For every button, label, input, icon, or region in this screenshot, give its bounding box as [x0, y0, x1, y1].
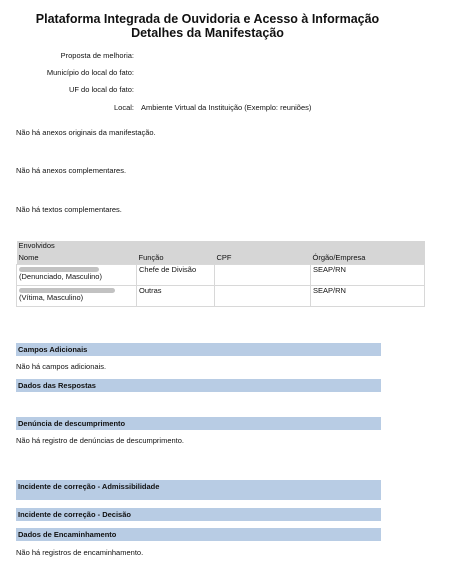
- note-denuncia: Não há registro de denúncias de descumprimento.: [16, 436, 185, 445]
- section-campos-adicionais: Campos Adicionais: [16, 343, 381, 356]
- column-header-funcao: Função: [137, 253, 215, 265]
- section-denuncia: Denúncia de descumprimento: [16, 417, 381, 430]
- field-value-local: Ambiente Virtual da Instituição (Exemplo: reuniões): [141, 103, 312, 112]
- cell-nome: [17, 265, 137, 286]
- redacted-name: [19, 267, 99, 272]
- column-header-orgao: Órgão/Empresa: [311, 253, 425, 265]
- cell-orgao: SEAP/RN: [311, 286, 425, 307]
- column-header-nome: Nome: [17, 253, 137, 265]
- cell-cpf: [215, 265, 311, 286]
- note-dados-encaminhamento: Não há registros de encaminhamento.: [16, 548, 144, 557]
- cell-role: (Vítima, Masculino): [19, 293, 84, 302]
- field-label-local: Local:: [113, 103, 134, 112]
- redacted-name: [19, 288, 115, 293]
- cell-cpf: [215, 286, 311, 307]
- section-incidente-admissibilidade: Incidente de correção - Admissibilidade: [16, 480, 381, 500]
- note-anexos-complementares: Não há anexos complementares.: [16, 166, 127, 175]
- note-campos-adicionais: Não há campos adicionais.: [16, 362, 107, 371]
- note-anexos-originais: Não há anexos originais da manifestação.: [16, 128, 156, 137]
- envolvidos-title: Envolvidos: [17, 241, 425, 253]
- envolvidos-table: [16, 241, 425, 307]
- page-title: Plataforma Integrada de Ouvidoria e Acesso à Informação: [35, 12, 380, 26]
- cell-funcao: Outras: [137, 286, 215, 307]
- field-label-proposta: Proposta de melhoria:: [60, 51, 134, 60]
- section-dados-encaminhamento: Dados de Encaminhamento: [16, 528, 381, 541]
- cell-orgao: SEAP/RN: [311, 265, 425, 286]
- table-row: [17, 286, 425, 307]
- cell-role: (Denunciado, Masculino): [19, 272, 102, 281]
- section-incidente-decisao: Incidente de correção - Decisão: [16, 508, 381, 521]
- page-subtitle: Detalhes da Manifestação: [131, 26, 284, 40]
- cell-funcao: Chefe de Divisão: [137, 265, 215, 286]
- section-dados-respostas: Dados das Respostas: [16, 379, 381, 392]
- note-textos-complementares: Não há textos complementares.: [16, 205, 122, 214]
- column-header-cpf: CPF: [215, 253, 311, 265]
- field-label-uf: UF do local do fato:: [68, 85, 134, 94]
- table-row: [17, 265, 425, 286]
- field-label-municipio: Município do local do fato:: [46, 68, 134, 77]
- cell-nome: [17, 286, 137, 307]
